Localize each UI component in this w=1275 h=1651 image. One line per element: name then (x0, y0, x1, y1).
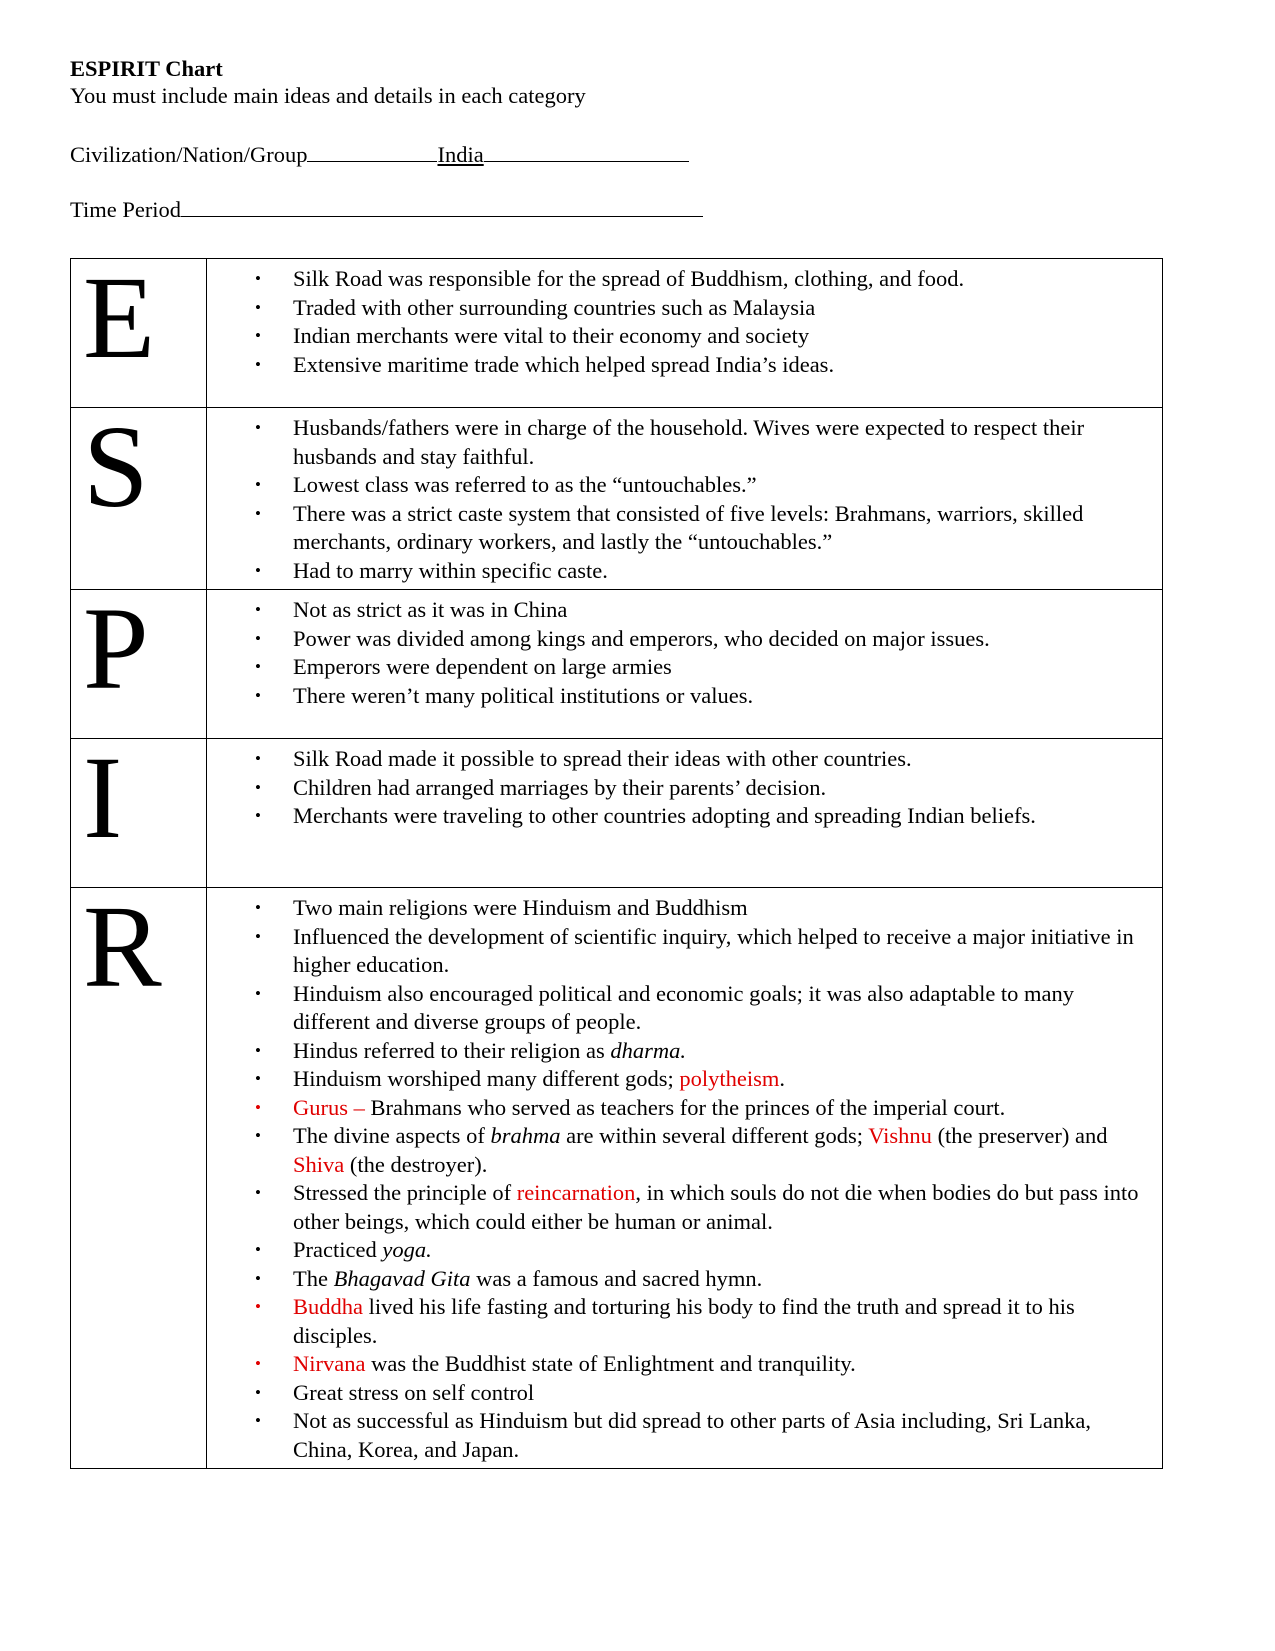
item-text (293, 1179, 1154, 1236)
item-text: Silk Road was responsible for the spread of Buddhism, clothing, and food. (293, 266, 965, 291)
bullet-icon: • (255, 983, 261, 1003)
list-item (207, 1179, 1154, 1236)
bullet-icon: • (255, 1411, 261, 1430)
text-segment: The divine aspects of (293, 1123, 491, 1148)
category-letter-cell (71, 252, 207, 408)
bullet-list (207, 259, 1162, 383)
bullet-icon: • (255, 898, 261, 917)
text-segment: are within several different gods; (560, 1123, 869, 1148)
text-segment: Stressed the principle of (293, 1180, 517, 1205)
item-text: Influenced the development of scientific inquiry, which helped to receive a major initiative in higher education. (293, 923, 1134, 977)
item-text: Not as successful as Hinduism but did spread to other parts of Asia including, Sri Lanka, China, Korea, and Japan. (293, 1408, 1091, 1462)
list-item (207, 774, 1154, 803)
text-segment: lived his life fasting and torturing his body to find the truth and spread it to his disciples. (293, 1294, 1075, 1348)
bullet-icon: • (255, 1240, 261, 1259)
time-period-line (70, 194, 703, 223)
item-text: There weren’t many political institutions or values. (293, 682, 754, 708)
list-item (207, 653, 1154, 682)
text-segment: Hindus referred to their religion as (293, 1037, 611, 1063)
bullet-icon: • (255, 1183, 261, 1202)
list-item (207, 322, 1154, 351)
bullet-icon: • (255, 1297, 261, 1316)
category-details-cell (207, 408, 1163, 590)
bullet-list (207, 408, 1162, 589)
time-period-label: Time Period (70, 197, 182, 222)
bullet-icon: • (255, 1382, 261, 1402)
item-text: Extensive maritime trade which helped spread India’s ideas. (293, 351, 835, 377)
item-text (293, 1265, 1154, 1294)
item-text: Children had arranged marriages by their parents’ decision. (293, 774, 827, 800)
list-item (207, 1094, 1154, 1123)
text-segment: was a famous and sacred hymn. (470, 1265, 763, 1291)
list-item (207, 894, 1154, 923)
chart-body (71, 252, 1163, 1469)
bullet-icon: • (255, 1268, 261, 1288)
bullet-icon: • (255, 418, 261, 437)
italic-term: Bhagavad Gita (333, 1265, 471, 1291)
category-details-cell (207, 590, 1163, 739)
item-text (293, 1037, 1154, 1066)
item-text: Hinduism also encouraged political and economic goals; it was also adaptable to many different and diverse groups of people. (293, 980, 1075, 1034)
list-item (207, 1122, 1154, 1179)
list-item (207, 980, 1154, 1037)
item-text: Indian merchants were vital to their economy and society (293, 323, 810, 348)
category-letter: S (83, 401, 149, 532)
item-text: Had to marry within specific caste. (293, 557, 608, 583)
civilization-label: Civilization/Nation/Group (70, 142, 308, 167)
italic-term: dharma. (610, 1037, 687, 1063)
category-letter: I (83, 732, 123, 863)
category-letter-cell (71, 401, 207, 590)
bullet-icon: • (255, 777, 261, 797)
bullet-icon: • (255, 560, 261, 580)
civilization-blank-right (484, 139, 689, 162)
item-text (293, 1122, 1154, 1179)
bullet-icon: • (255, 806, 261, 825)
item-text: Emperors were dependent on large armies (293, 654, 672, 679)
bullet-icon: • (255, 503, 261, 523)
list-item (207, 471, 1154, 500)
item-text: Two main religions were Hinduism and Buddhism (293, 895, 748, 920)
bullet-list (207, 590, 1162, 714)
text-segment: , in which souls do not die when bodies do but pass into other beings, which could either be human or animal. (293, 1180, 1139, 1234)
bullet-icon: • (255, 600, 261, 619)
category-letter: E (83, 252, 156, 383)
text-segment: Hinduism worshiped many different gods; (293, 1066, 680, 1091)
item-text (293, 1094, 1154, 1123)
list-item (207, 351, 1154, 380)
bullet-icon: • (255, 1069, 261, 1088)
list-item (207, 745, 1154, 774)
list-item (207, 1407, 1154, 1464)
chart-row-p (71, 590, 1163, 739)
chart-row-i (71, 739, 1163, 888)
item-text: Husbands/fathers were in charge of the household. Wives were expected to respect their husbands and stay faithful. (293, 415, 1085, 469)
bullet-icon: • (255, 475, 261, 494)
highlighted-term: Nirvana (293, 1351, 366, 1376)
category-letter: R (83, 881, 162, 1012)
list-item (207, 1265, 1154, 1294)
item-text: Traded with other surrounding countries such as Malaysia (293, 294, 816, 320)
civilization-line (70, 139, 689, 168)
highlighted-term: polytheism (679, 1066, 780, 1091)
bullet-icon: • (255, 628, 261, 648)
list-item (207, 923, 1154, 980)
highlighted-term: Vishnu (868, 1123, 932, 1148)
item-text: Not as strict as it was in China (293, 597, 568, 622)
list-item (207, 414, 1154, 471)
item-text: There was a strict caste system that consisted of five levels: Brahmans, warriors, skilled merchants, ordinary workers, and lastly the “untouchables.” (293, 500, 1084, 554)
item-text: Great stress on self control (293, 1379, 535, 1405)
highlighted-term: Buddha (293, 1294, 363, 1319)
bullet-icon: • (255, 1040, 261, 1060)
text-segment: . (779, 1066, 786, 1091)
text-segment: was the Buddhist state of Enlightment and tranquility. (365, 1351, 856, 1376)
civilization-value: India (437, 142, 484, 167)
bullet-icon: • (255, 297, 261, 317)
text-segment: Brahmans who served as teachers for the princes of the imperial court. (364, 1094, 1006, 1120)
list-item (207, 265, 1154, 294)
time-period-blank (181, 194, 703, 217)
category-details-cell (207, 259, 1163, 408)
bullet-icon: • (255, 685, 261, 705)
list-item (207, 1037, 1154, 1066)
text-segment: Practiced (293, 1237, 383, 1262)
bullet-list (207, 888, 1162, 1468)
item-text (293, 1065, 1154, 1094)
text-segment: The (293, 1265, 334, 1291)
item-text: Merchants were traveling to other countries adopting and spreading Indian beliefs. (293, 803, 1036, 828)
list-item (207, 1350, 1154, 1379)
bullet-list (207, 739, 1162, 835)
list-item (207, 294, 1154, 323)
item-text: Power was divided among kings and emperors, who decided on major issues. (293, 625, 990, 651)
category-letter-cell (71, 732, 207, 888)
list-item (207, 802, 1154, 831)
list-item (207, 1379, 1154, 1408)
category-details-cell (207, 739, 1163, 888)
chart-row-e (71, 259, 1163, 408)
bullet-icon: • (255, 749, 261, 768)
italic-term: brahma (490, 1123, 561, 1148)
bullet-icon: • (255, 657, 261, 676)
list-item (207, 1293, 1154, 1350)
bullet-icon: • (255, 1097, 261, 1117)
chart-row-s (71, 408, 1163, 590)
bullet-icon: • (255, 269, 261, 288)
espirit-chart-table (70, 252, 1163, 1469)
item-text (293, 1350, 1154, 1379)
item-text: Lowest class was referred to as the “untouchables.” (293, 472, 757, 497)
highlighted-term: Gurus – (293, 1094, 365, 1120)
list-item (207, 1065, 1154, 1094)
item-text: Silk Road made it possible to spread their ideas with other countries. (293, 746, 912, 771)
bullet-icon: • (255, 326, 261, 345)
italic-term: yoga. (382, 1237, 432, 1262)
list-item (207, 625, 1154, 654)
text-segment: (the preserver) and (931, 1123, 1108, 1148)
list-item (207, 557, 1154, 586)
category-letter-cell (71, 881, 207, 1469)
item-text (293, 1293, 1154, 1350)
highlighted-term: Shiva (293, 1151, 345, 1177)
text-segment: (the destroyer). (344, 1151, 488, 1177)
bullet-icon: • (255, 354, 261, 374)
bullet-icon: • (255, 1354, 261, 1373)
highlighted-term: reincarnation (516, 1180, 636, 1205)
category-letter: P (83, 583, 149, 714)
list-item (207, 1236, 1154, 1265)
item-text (293, 1236, 1154, 1265)
list-item (207, 596, 1154, 625)
category-details-cell (207, 888, 1163, 1469)
category-letter-cell (71, 583, 207, 739)
list-item (207, 500, 1154, 557)
bullet-icon: • (255, 1126, 261, 1145)
chart-row-r (71, 888, 1163, 1469)
page-title: ESPIRIT Chart (70, 56, 223, 81)
bullet-icon: • (255, 926, 261, 946)
list-item (207, 682, 1154, 711)
page-subtitle: You must include main ideas and details in each category (70, 83, 586, 108)
civilization-blank-left (307, 139, 437, 162)
